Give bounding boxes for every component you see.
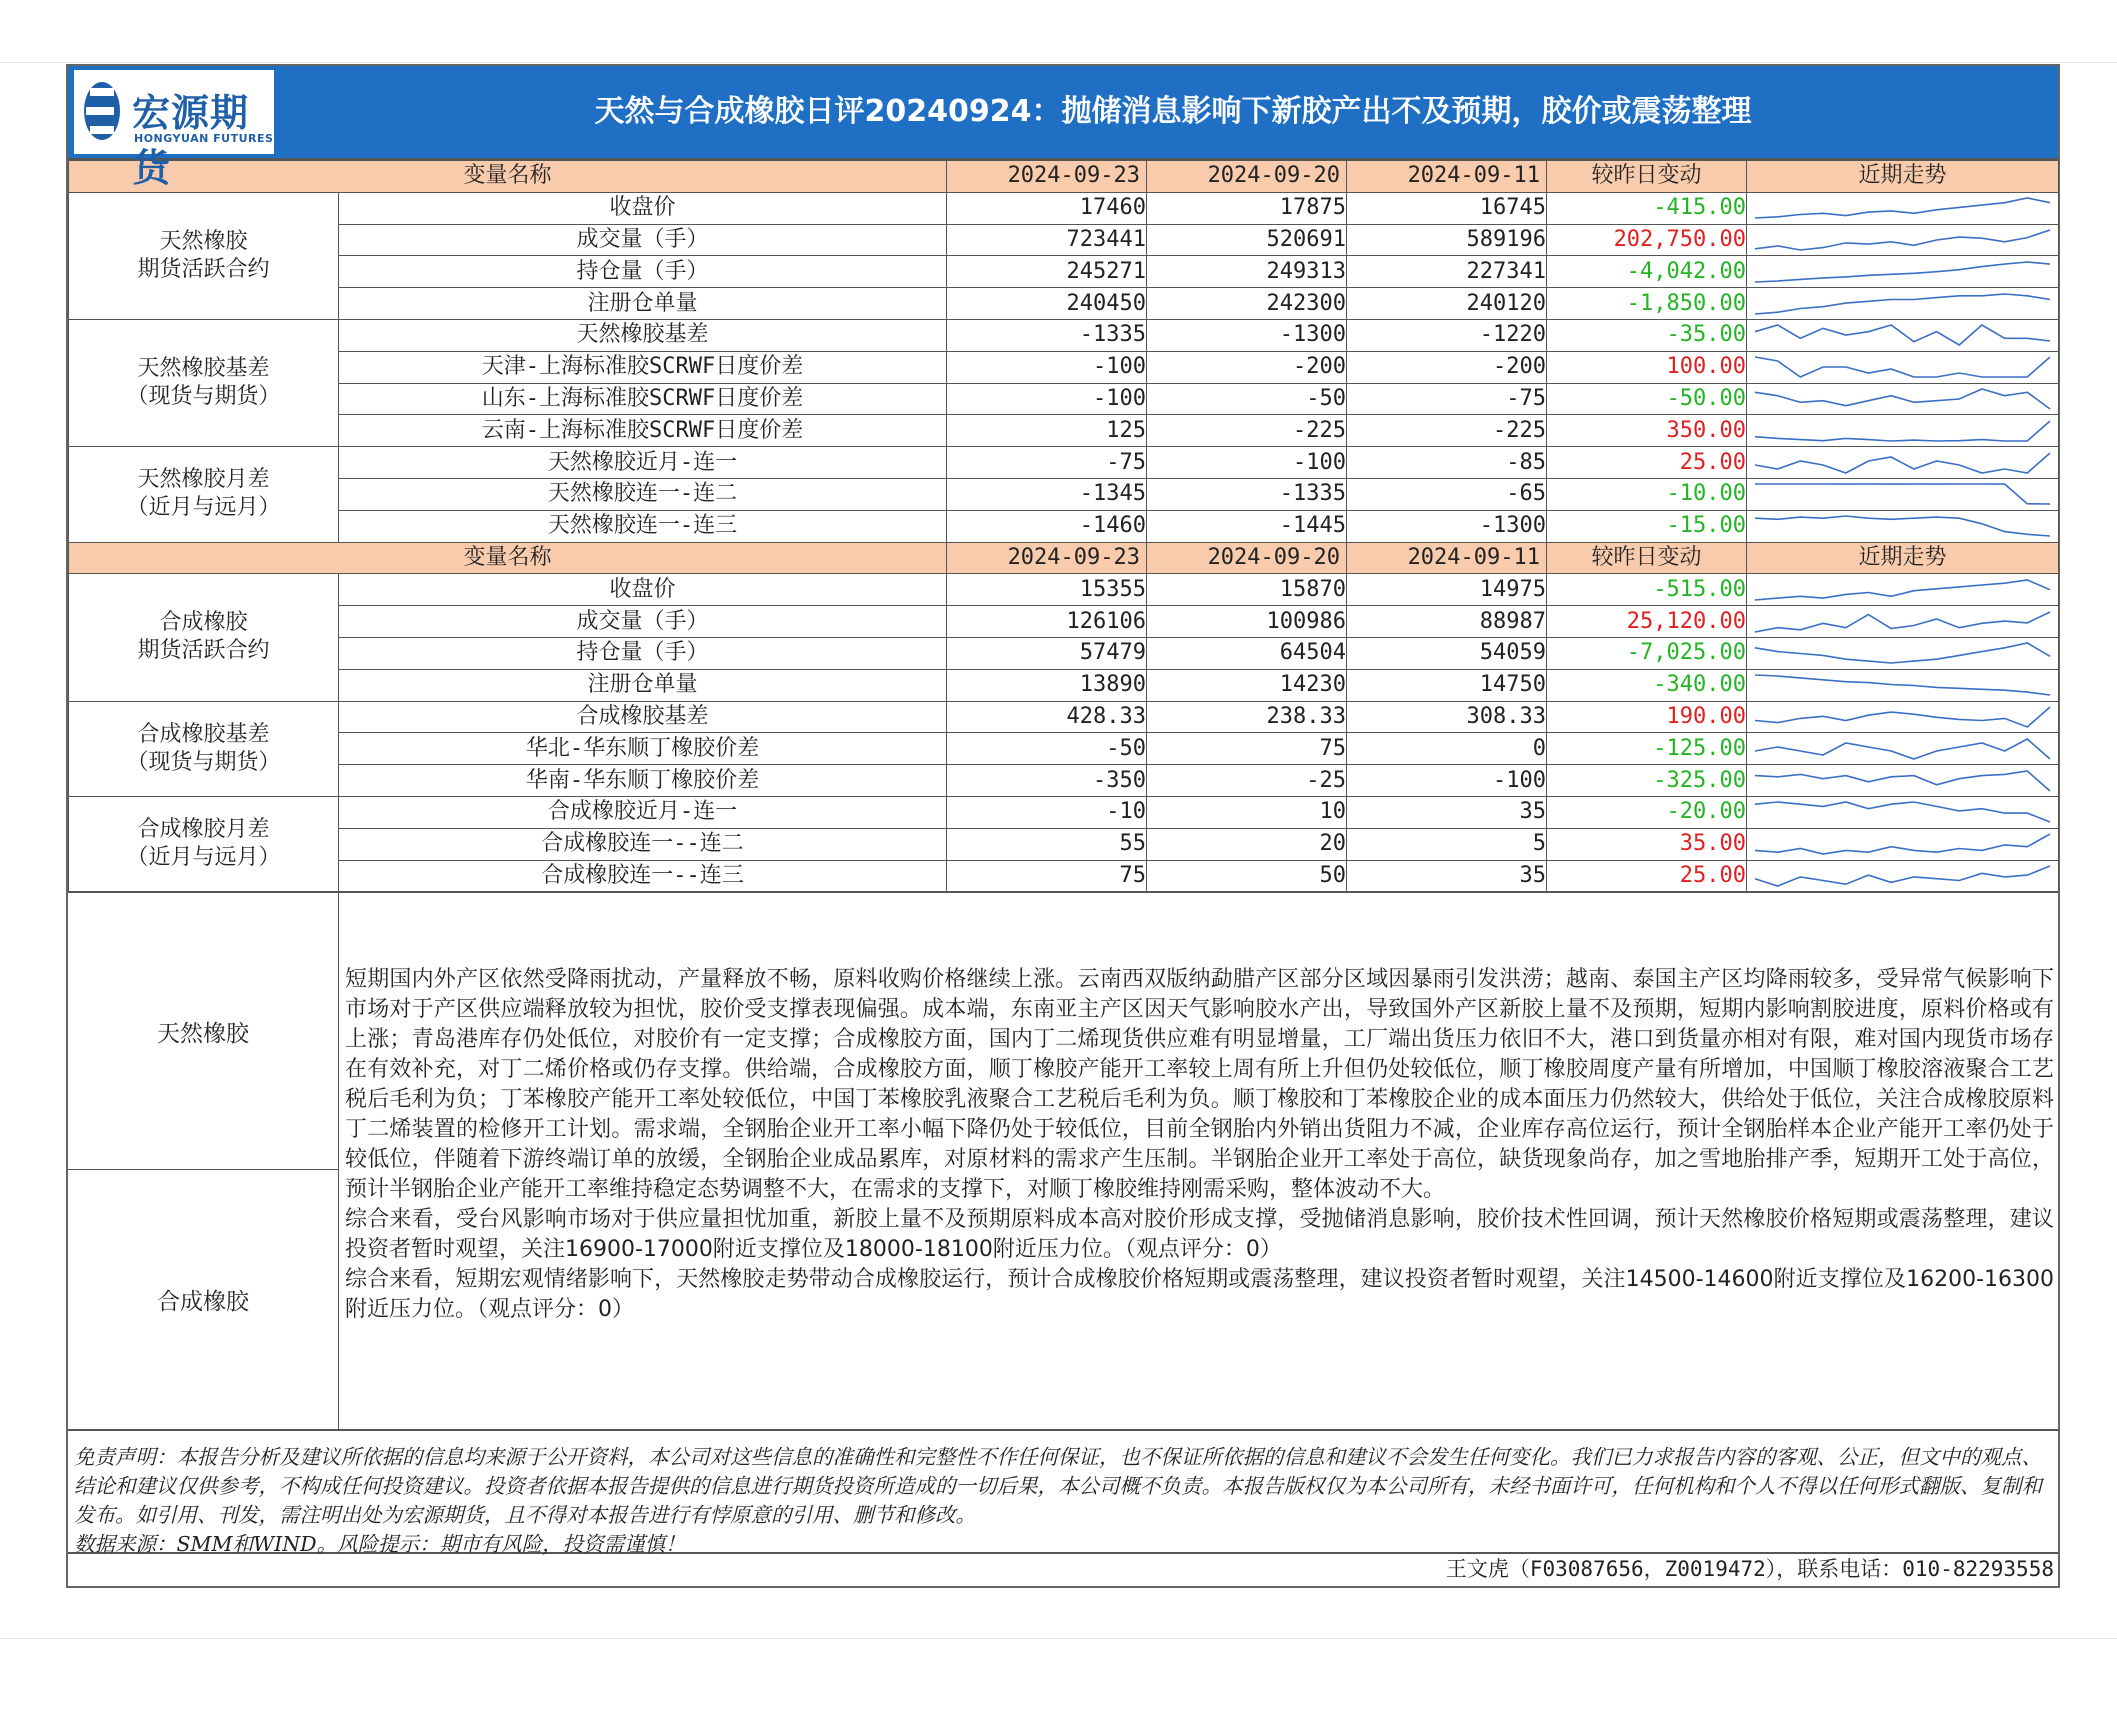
sparkline-chart [1747,384,2058,414]
sparkline-chart [1747,225,2058,255]
variable-label: 合成橡胶连一--连二 [339,828,947,860]
table-row [69,574,2059,606]
trend-cell [1747,351,2059,383]
header-date: 2024-09-23 [947,542,1147,574]
sparkline-series [1755,262,2050,282]
trend-cell [1747,288,2059,320]
table-row [69,383,2059,415]
value-cell: 17460 [947,192,1147,224]
group-name: 天然橡胶月差 （近月与远月） [69,447,339,542]
table-row [69,860,2059,892]
header-trend: 近期走势 [1747,161,2059,193]
sparkline-chart [1747,193,2058,223]
sparkline-series [1755,389,2050,409]
change-cell: -20.00 [1547,796,1747,828]
table-header-row [69,542,2059,574]
value-cell: 54059 [1347,637,1547,669]
value-cell: -85 [1347,447,1547,479]
logo-chinese-name: 宏源期货 [132,91,250,190]
disclaimer-text: 免责声明：本报告分析及建议所依据的信息均来源于公开资料，本公司对这些信息的准确性和完整性不作任何保证，也不保证所依据的信息和建议不会发生任何变化。我们已力求报告内容的客观、公正，但文中的观点、结论和建议仅供参考，不构成任何投资建议。投资者依据本报告提供的信息进行期货投资所造成的一切后果，本公司概不负责。本报告版权仅为本公司所有，未经书面许可，任何机构和个人不得以任何形式翻版、复制和发布。如引用、刊发，需注明出处为宏源期货，且不得对本报告进行有悖原意的引用、删节和修改。 [74,1445,2042,1528]
variable-label: 合成橡胶基差 [339,701,947,733]
value-cell: -1220 [1347,319,1547,351]
change-cell: -7,025.00 [1547,637,1747,669]
sparkline-series [1755,294,2050,314]
value-cell: -1445 [1147,510,1347,542]
sparkline-chart [1747,829,2058,859]
change-cell: -415.00 [1547,192,1747,224]
sparkline-chart [1747,638,2058,668]
table-row [69,733,2059,765]
value-cell: 57479 [947,637,1147,669]
value-cell: 16745 [1347,192,1547,224]
value-cell: 238.33 [1147,701,1347,733]
sparkline-chart [1747,797,2058,827]
change-cell: 25.00 [1547,860,1747,892]
trend-cell [1747,447,2059,479]
change-cell: 350.00 [1547,415,1747,447]
change-cell: -35.00 [1547,319,1747,351]
variable-label: 成交量（手） [339,224,947,256]
value-cell: 723441 [947,224,1147,256]
trend-cell [1747,637,2059,669]
change-cell: 35.00 [1547,828,1747,860]
variable-label: 持仓量（手） [339,256,947,288]
value-cell: -65 [1347,478,1547,510]
header-variable-name: 变量名称 [69,542,947,574]
value-cell: 428.33 [947,701,1147,733]
sparkline-series [1755,325,2050,345]
sparkline-series [1755,771,2050,791]
value-cell: -200 [1347,351,1547,383]
change-cell: -4,042.00 [1547,256,1747,288]
sparkline-chart [1747,352,2058,382]
value-cell: -50 [947,733,1147,765]
change-cell: 25,120.00 [1547,606,1747,638]
trend-cell [1747,765,2059,797]
trend-cell [1747,574,2059,606]
header-date: 2024-09-11 [1347,161,1547,193]
variable-label: 山东-上海标准胶SCRWF日度价差 [339,383,947,415]
report-title: 天然与合成橡胶日评20240924：抛储消息影响下新胶产出不及预期，胶价或震荡整理 [594,94,1752,129]
table-row [69,447,2059,479]
variable-label: 成交量（手） [339,606,947,638]
group-name: 合成橡胶基差 （现货与期货） [69,701,339,796]
change-cell: 100.00 [1547,351,1747,383]
sparkline-series [1755,357,2050,377]
change-cell: -10.00 [1547,478,1747,510]
value-cell: 242300 [1147,288,1347,320]
value-cell: 14230 [1147,669,1347,701]
commentary-text [339,893,2058,1429]
value-cell: -100 [1147,447,1347,479]
disclaimer [68,1429,2058,1557]
value-cell: 35 [1347,796,1547,828]
value-cell: -100 [947,383,1147,415]
variable-label: 合成橡胶近月-连一 [339,796,947,828]
sparkline-series [1755,198,2050,218]
sparkline-chart [1747,257,2058,287]
variable-label: 收盘价 [339,574,947,606]
commentary-label-natural: 天然橡胶 [68,893,338,1170]
variable-label: 云南-上海标准胶SCRWF日度价差 [339,415,947,447]
table-row [69,701,2059,733]
company-logo [74,70,274,190]
value-cell: -225 [1147,415,1347,447]
value-cell: 227341 [1347,256,1547,288]
change-cell: -515.00 [1547,574,1747,606]
sparkline-series [1755,643,2050,663]
table-row [69,828,2059,860]
table-row [69,510,2059,542]
commentary-paragraph: 短期国内外产区依然受降雨扰动，产量释放不畅，原料收购价格继续上涨。云南西双版纳勐腊产区部分区域因暴雨引发洪涝；越南、泰国主产区均降雨较多，受异常气候影响下市场对于产区供应端释放较为担忧，胶价受支撑表现偏强。成本端，东南亚主产区因天气影响胶水产出，导致国外产区新胶上量不及预期，短期内影响割胶进度，原料价格或有上涨；青岛港库存仍处低位，对胶价有一定支撑；合成橡胶方面，国内丁二烯现货供应难有明显增量，工厂端出货压力依旧不大，港口到货量亦相对有限，难对国内现货市场存在有效补充，对丁二烯价格或仍存支撑。供给端，合成橡胶方面，顺丁橡胶产能开工率较上周有所上升但仍处较低位，顺丁橡胶周度产量有所增加，中国顺丁橡胶溶液聚合工艺税后毛利为负；丁苯橡胶产能开工率处较低位，中国丁苯橡胶乳液聚合工艺税后毛利为负。顺丁橡胶和丁苯橡胶企业的成本面压力仍然较大，供给处于低位，关注合成橡胶原料丁二烯装置的检修开工计划。需求端，全钢胎企业开工率小幅下降仍处于较低位，目前全钢胎内外销出货阻力不减，企业库存高位运行，预计全钢胎样本企业产能开工率仍处于较低位，伴随着下游终端订单的放缓，全钢胎企业成品累库，对原材料的需求产生压制。半钢胎企业开工率处于高位，缺货现象尚存，加之雪地胎排产季，短期开工处于高位，预计半钢胎企业产能开工率维持稳定态势调整不大，在需求的支撑下，对顺丁橡胶维持刚需采购，整体波动不大。 [345,967,2054,1203]
value-cell: -1460 [947,510,1147,542]
value-cell: 15355 [947,574,1147,606]
value-cell: 64504 [1147,637,1347,669]
value-cell: -1335 [947,319,1147,351]
value-cell: 589196 [1347,224,1547,256]
sparkline-chart [1747,416,2058,446]
value-cell: 308.33 [1347,701,1547,733]
sparkline-chart [1747,479,2058,509]
value-cell: 15870 [1147,574,1347,606]
value-cell: -350 [947,765,1147,797]
value-cell: -1300 [1347,510,1547,542]
change-cell: 202,750.00 [1547,224,1747,256]
value-cell: 5 [1347,828,1547,860]
logo-english-name: HONGYUAN FUTURES [134,132,274,145]
commentary-paragraph: 综合来看，受台风影响市场对于供应量担忧加重，新胶上量不及预期原料成本高对胶价形成支撑，受抛储消息影响，胶价技术性回调，预计天然橡胶价格短期或震荡整理，建议投资者暂时观望，关注16900-17000附近支撑位及18000-18100附近压力位。（观点评分：0） [345,1207,2054,1263]
value-cell: 14975 [1347,574,1547,606]
change-cell: -50.00 [1547,383,1747,415]
commentary-paragraph: 综合来看，短期宏观情绪影响下，天然橡胶走势带动合成橡胶运行，预计合成橡胶价格短期或震荡整理，建议投资者暂时观望，关注14500-14600附近支撑位及16200-16300附近压力位。（观点评分：0） [345,1267,2054,1323]
variable-label: 天然橡胶连一-连二 [339,478,947,510]
sparkline-series [1755,739,2050,759]
value-cell: 75 [947,860,1147,892]
trend-cell [1747,733,2059,765]
value-cell: 240120 [1347,288,1547,320]
trend-cell [1747,478,2059,510]
sparkline-chart [1747,766,2058,796]
data-source-text: 数据来源：SMM和WIND。风险提示：期市有风险，投资需谨慎！ [74,1532,686,1557]
trend-cell [1747,828,2059,860]
header-date: 2024-09-20 [1147,161,1347,193]
sparkline-series [1755,834,2050,854]
variable-label: 注册仓单量 [339,669,947,701]
variable-label: 天然橡胶连一-连三 [339,510,947,542]
value-cell: 13890 [947,669,1147,701]
trend-cell [1747,319,2059,351]
variable-label: 天然橡胶基差 [339,319,947,351]
value-cell: -225 [1347,415,1547,447]
trend-cell [1747,701,2059,733]
header-date: 2024-09-11 [1347,542,1547,574]
value-cell: 14750 [1347,669,1547,701]
value-cell: 126106 [947,606,1147,638]
sparkline-chart [1747,734,2058,764]
group-name: 合成橡胶月差 （近月与远月） [69,796,339,891]
value-cell: -1335 [1147,478,1347,510]
sparkline-chart [1747,861,2058,891]
sparkline-series [1755,230,2050,250]
value-cell: -100 [1347,765,1547,797]
header-date: 2024-09-23 [947,161,1147,193]
sparkline-chart [1747,448,2058,478]
table-row [69,478,2059,510]
value-cell: 88987 [1347,606,1547,638]
value-cell: -1300 [1147,319,1347,351]
variable-label: 天津-上海标准胶SCRWF日度价差 [339,351,947,383]
trend-cell [1747,669,2059,701]
sparkline-series [1755,866,2050,886]
header-variable-name: 变量名称 [69,161,947,193]
header-date: 2024-09-20 [1147,542,1347,574]
trend-cell [1747,224,2059,256]
value-cell: -200 [1147,351,1347,383]
table-row [69,319,2059,351]
table-row [69,637,2059,669]
sparkline-series [1755,453,2050,473]
trend-cell [1747,510,2059,542]
trend-cell [1747,256,2059,288]
value-cell: -75 [947,447,1147,479]
table-row [69,351,2059,383]
change-cell: -325.00 [1547,765,1747,797]
commentary-label-synthetic: 合成橡胶 [157,1289,249,1316]
change-cell: -125.00 [1547,733,1747,765]
value-cell: -50 [1147,383,1347,415]
value-cell: 55 [947,828,1147,860]
variable-label: 持仓量（手） [339,637,947,669]
value-cell: -25 [1147,765,1347,797]
sparkline-chart [1747,607,2058,637]
table-row [69,192,2059,224]
table-row [69,796,2059,828]
variable-label: 天然橡胶近月-连一 [339,447,947,479]
report-sheet [66,64,2060,1588]
sparkline-series [1755,802,2050,822]
sparkline-series [1755,707,2050,727]
value-cell: -100 [947,351,1147,383]
variable-label: 华南-华东顺丁橡胶价差 [339,765,947,797]
trend-cell [1747,383,2059,415]
change-cell: -15.00 [1547,510,1747,542]
value-cell: 50 [1147,860,1347,892]
group-name: 天然橡胶基差 （现货与期货） [69,319,339,446]
group-name: 天然橡胶 期货活跃合约 [69,192,339,319]
table-header-row [69,161,2059,193]
value-cell: 75 [1147,733,1347,765]
hongyuan-logo-icon [82,80,122,142]
sparkline-series [1755,612,2050,632]
sparkline-chart [1747,511,2058,541]
value-cell: 35 [1347,860,1547,892]
sparkline-chart [1747,289,2058,319]
table-row [69,415,2059,447]
change-cell: 25.00 [1547,447,1747,479]
value-cell: 249313 [1147,256,1347,288]
sparkline-chart [1747,575,2058,605]
sparkline-series [1755,516,2050,536]
value-cell: 125 [947,415,1147,447]
value-cell: 100986 [1147,606,1347,638]
table-row [69,606,2059,638]
change-cell: 190.00 [1547,701,1747,733]
header-change: 较昨日变动 [1547,542,1747,574]
sparkline-chart [1747,320,2058,350]
value-cell: 17875 [1147,192,1347,224]
header-change: 较昨日变动 [1547,161,1747,193]
value-cell: 0 [1347,733,1547,765]
trend-cell [1747,860,2059,892]
variable-label: 合成橡胶连一--连三 [339,860,947,892]
commentary-section [68,892,2058,1429]
sparkline-chart [1747,670,2058,700]
table-row [69,288,2059,320]
value-cell: -75 [1347,383,1547,415]
sparkline-series [1755,421,2050,441]
table-row [69,256,2059,288]
sparkline-series [1755,580,2050,600]
variable-label: 收盘价 [339,192,947,224]
header-trend: 近期走势 [1747,542,2059,574]
sheet-gridline [0,62,2117,63]
variable-label: 华北-华东顺丁橡胶价差 [339,733,947,765]
group-name: 合成橡胶 期货活跃合约 [69,574,339,701]
sheet-gridline [0,1638,2117,1639]
sparkline-series [1755,675,2050,695]
trend-cell [1747,606,2059,638]
table-row [69,669,2059,701]
table-row [69,224,2059,256]
variable-label: 注册仓单量 [339,288,947,320]
sparkline-chart [1747,702,2058,732]
trend-cell [1747,192,2059,224]
table-row [69,765,2059,797]
change-cell: -340.00 [1547,669,1747,701]
value-cell: -10 [947,796,1147,828]
value-cell: 240450 [947,288,1147,320]
change-cell: -1,850.00 [1547,288,1747,320]
sparkline-series [1755,484,2050,504]
value-cell: 10 [1147,796,1347,828]
value-cell: 20 [1147,828,1347,860]
value-cell: -1345 [947,478,1147,510]
value-cell: 245271 [947,256,1147,288]
data-table [68,160,2059,892]
value-cell: 520691 [1147,224,1347,256]
trend-cell [1747,415,2059,447]
author-contact: 王文虎（F03087656，Z0019472），联系电话：010-82293558 [68,1552,2058,1586]
trend-cell [1747,796,2059,828]
